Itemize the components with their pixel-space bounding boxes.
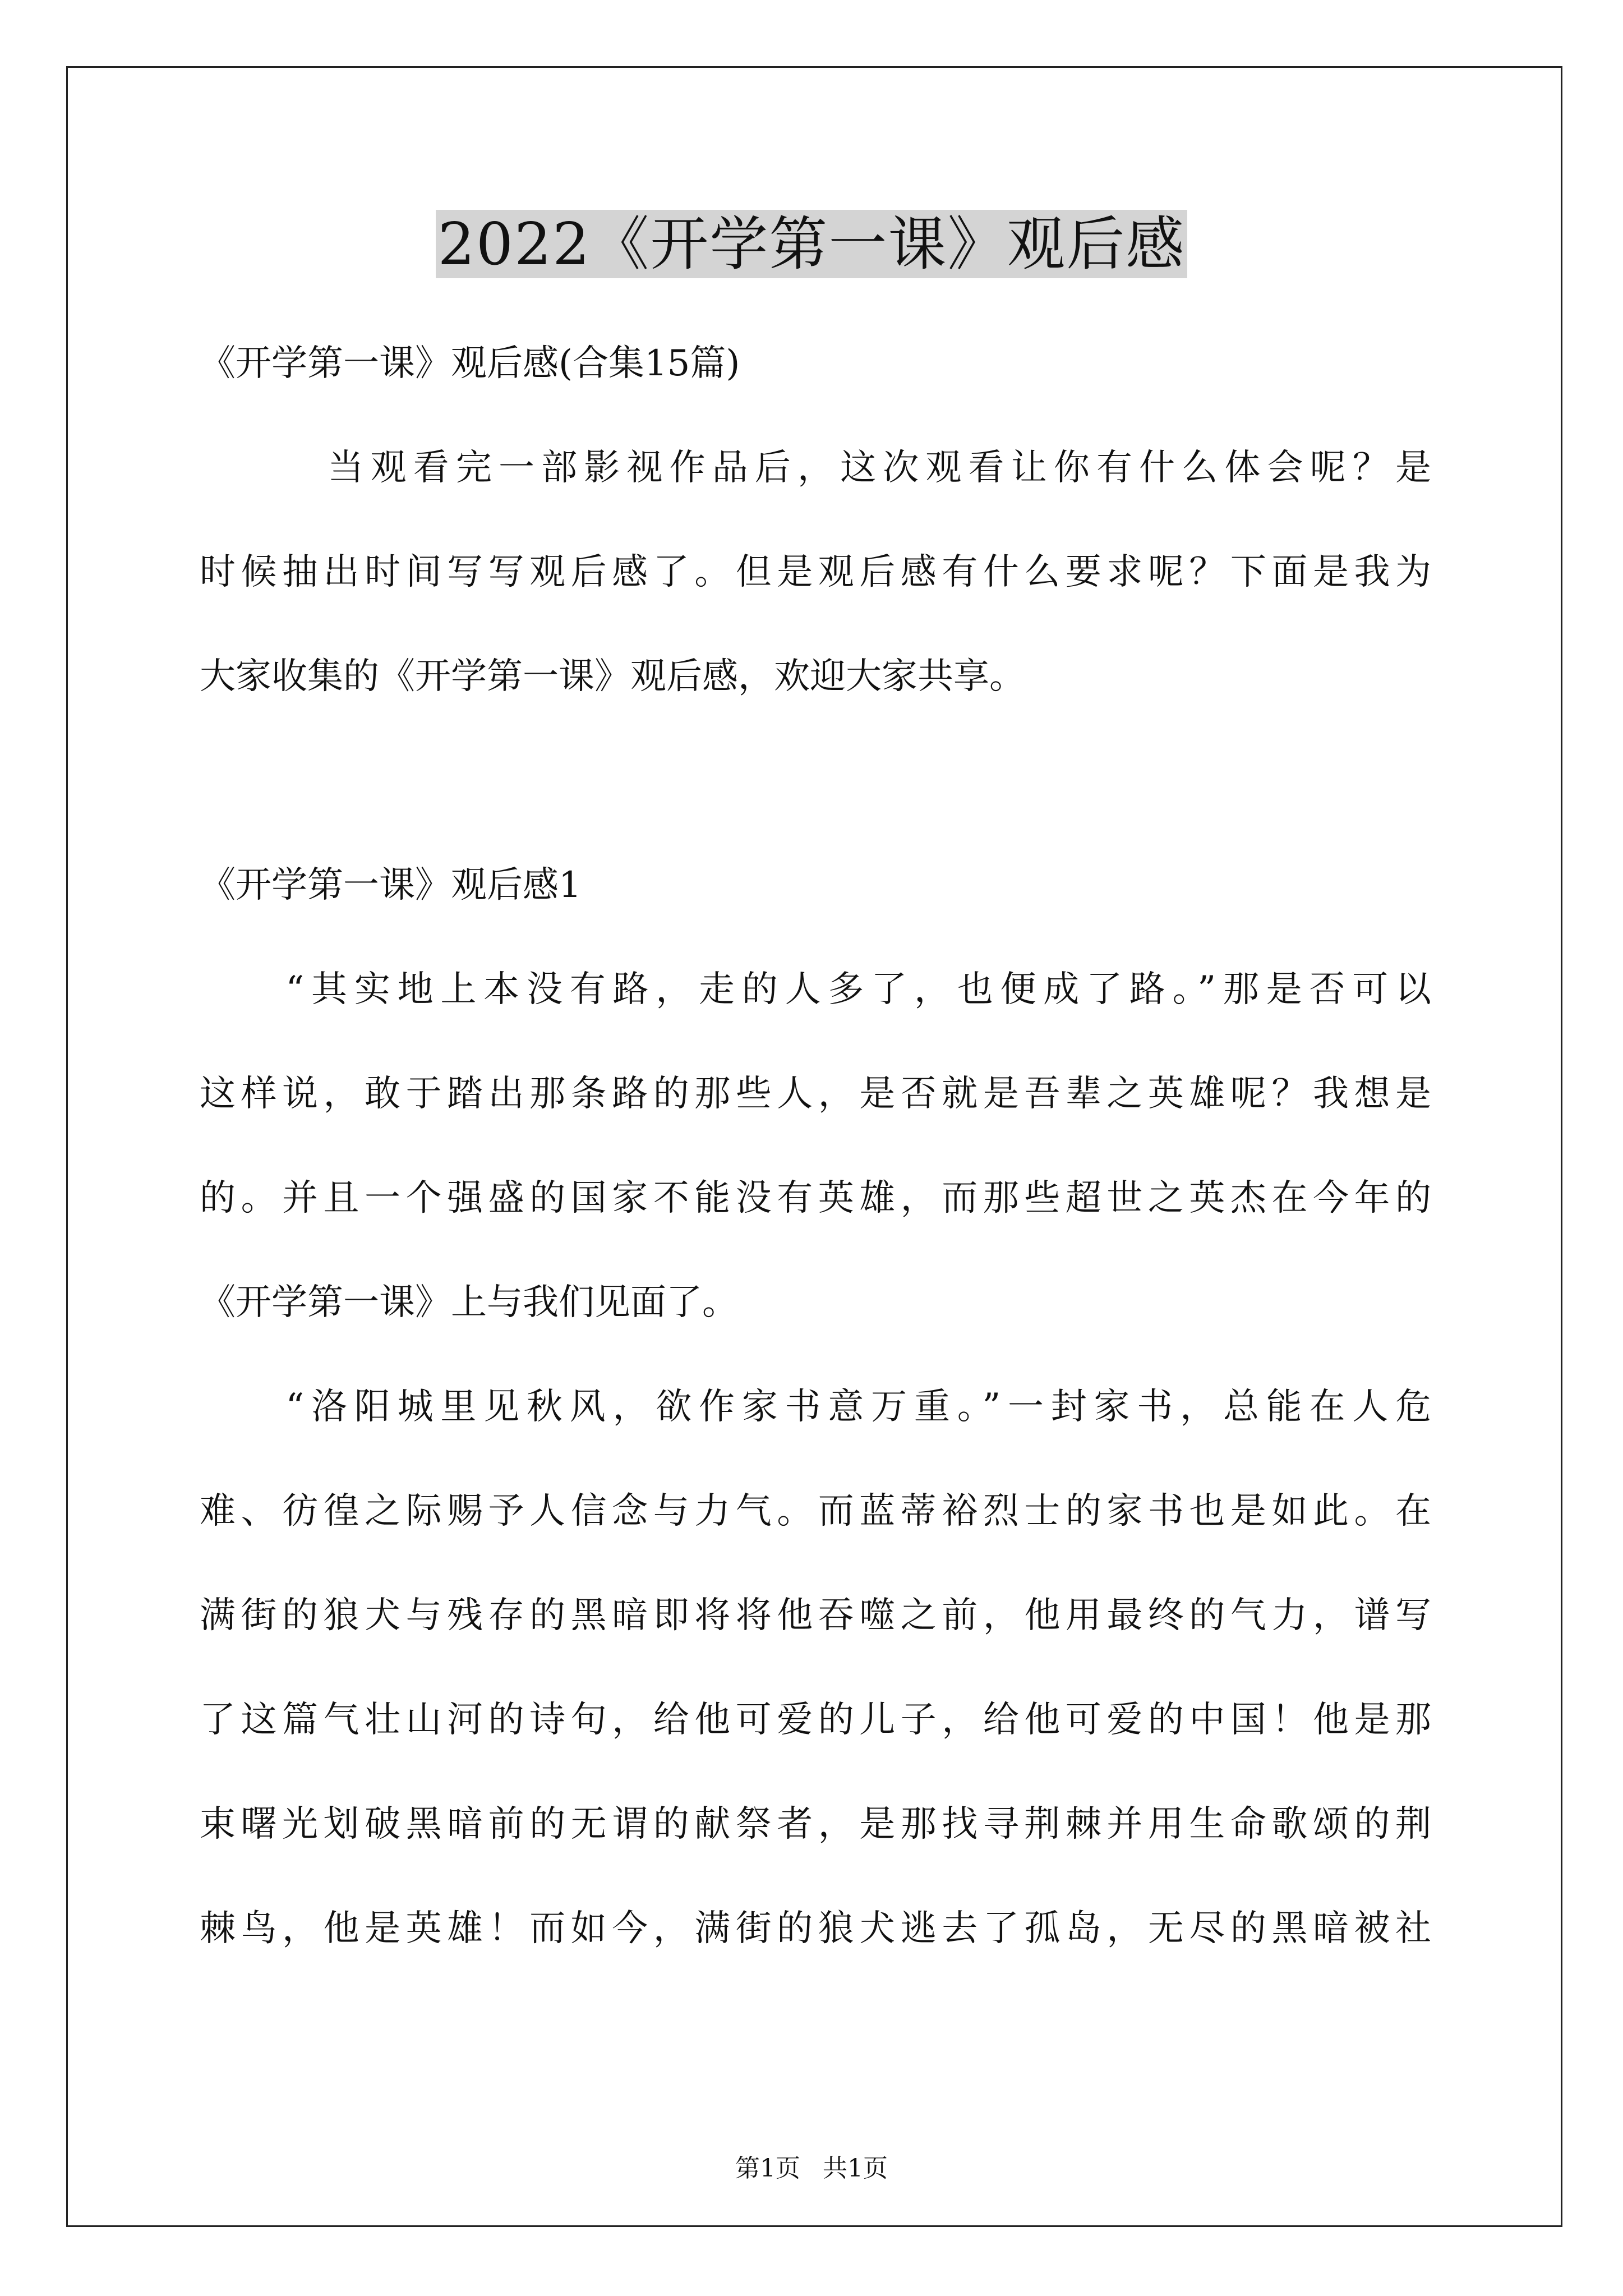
- paragraph-line: 束曙光划破黑暗前的无谓的献祭者，是那找寻荆棘并用生命歌颂的荆: [200, 1803, 1431, 1845]
- paragraph-line: “洛阳城里见秋风，欲作家书意万重。”一封家书，总能在人危: [200, 1386, 1431, 1428]
- page-number-total: 共1页: [823, 2154, 888, 2183]
- document-subtitle: 《开学第一课》观后感(合集15篇): [200, 343, 740, 384]
- document-body: [200, 311, 1431, 1981]
- blank-line: [200, 729, 1431, 833]
- intro-line: 时候抽出时间写写观后感了。但是观后感有什么要求呢？下面是我为: [200, 551, 1431, 593]
- paragraph-line: 棘鸟，他是英雄！而如今，满街的狼犬逃去了孤岛，无尽的黑暗被社: [200, 1908, 1431, 1949]
- intro-line: 大家收集的《开学第一课》观后感，欢迎大家共享。: [200, 656, 1025, 697]
- paragraph-line: 《开学第一课》上与我们见面了。: [200, 1282, 738, 1323]
- document-title: [0, 202, 1623, 286]
- section-heading: 《开学第一课》观后感1: [200, 864, 582, 906]
- page-footer: [0, 2152, 1623, 2185]
- paragraph-line: 了这篇气壮山河的诗句，给他可爱的儿子，给他可爱的中国！他是那: [200, 1699, 1431, 1741]
- paragraph-line: 的。并且一个强盛的国家不能没有英雄，而那些超世之英杰在今年的: [200, 1177, 1431, 1219]
- page-number-current: 第1页: [735, 2154, 800, 2183]
- paragraph-line: 满街的狼犬与残存的黑暗即将将他吞噬之前，他用最终的气力，谱写: [200, 1595, 1431, 1636]
- paragraph-line: “其实地上本没有路，走的人多了，也便成了路。”那是否可以: [200, 969, 1431, 1010]
- document-title-text: 2022《开学第一课》观后感: [436, 210, 1188, 278]
- paragraph-line: 难、彷徨之际赐予人信念与力气。而蓝蒂裕烈士的家书也是如此。在: [200, 1490, 1431, 1532]
- paragraph-line: 这样说，敢于踏出那条路的那些人，是否就是吾辈之英雄呢？我想是: [200, 1073, 1431, 1115]
- intro-line: 当观看完一部影视作品后，这次观看让你有什么体会呢？是: [200, 447, 1431, 489]
